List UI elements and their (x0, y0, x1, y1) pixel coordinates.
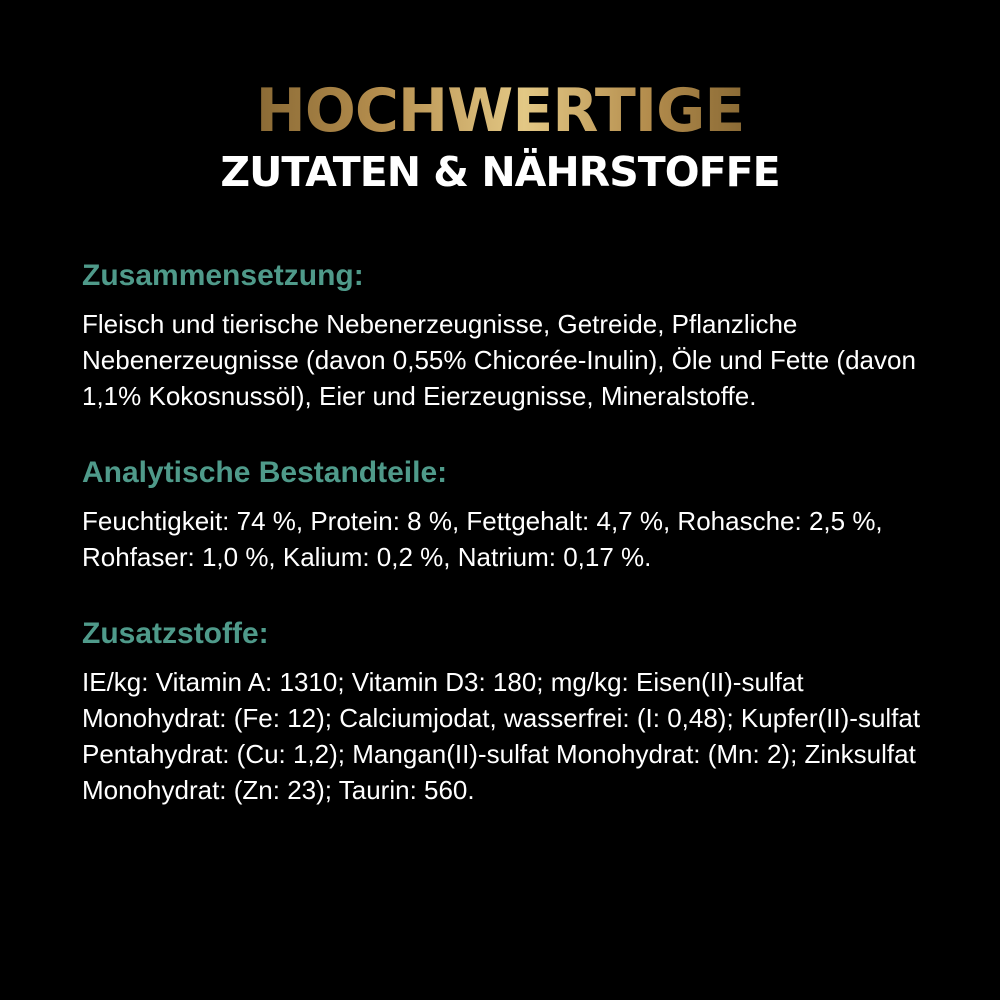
section-body-analytical-constituents: Feuchtigkeit: 74 %, Protein: 8 %, Fettgehalt: 4,7 %, Rohasche: 2,5 %, Rohfaser: 1,0 %, Kalium: 0,2 %, Natrium: 0,17 %. (82, 506, 883, 572)
section-body-additives: IE/kg: Vitamin A: 1310; Vitamin D3: 180; mg/kg: Eisen(II)-sulfat Monohydrat: (Fe: 12); Calciumjodat, wasserfrei: (I: 0,48); Kupfer(II)-sulfat Pentahydrat: (Cu: 1,2); Mangan(II)-sulfat Monohydrat: (Mn: 2); Zinksulfat Monohydrat: (Zn: 23); Taurin: 560. (82, 667, 921, 805)
page-title: HOCHWERTIGE (255, 76, 745, 146)
section-additives (82, 616, 942, 808)
page-subtitle: ZUTATEN & NÄHRSTOFFE (220, 148, 780, 196)
section-composition (82, 258, 942, 414)
section-heading-additives: Zusatzstoffe: (82, 617, 269, 650)
section-heading-composition: Zusammensetzung: (82, 259, 364, 292)
section-heading-analytical-constituents: Analytische Bestandteile: (82, 456, 448, 489)
header (0, 76, 1000, 198)
section-analytical-constituents (82, 455, 942, 575)
section-body-composition: Fleisch und tierische Nebenerzeugnisse, Getreide, Pflanzliche Nebenerzeugnisse (davon 0,55% Chicorée-Inulin), Öle und Fette (davon 1,1% Kokosnussöl), Eier und Eierzeugnisse, Mineralstoffe. (82, 309, 916, 411)
